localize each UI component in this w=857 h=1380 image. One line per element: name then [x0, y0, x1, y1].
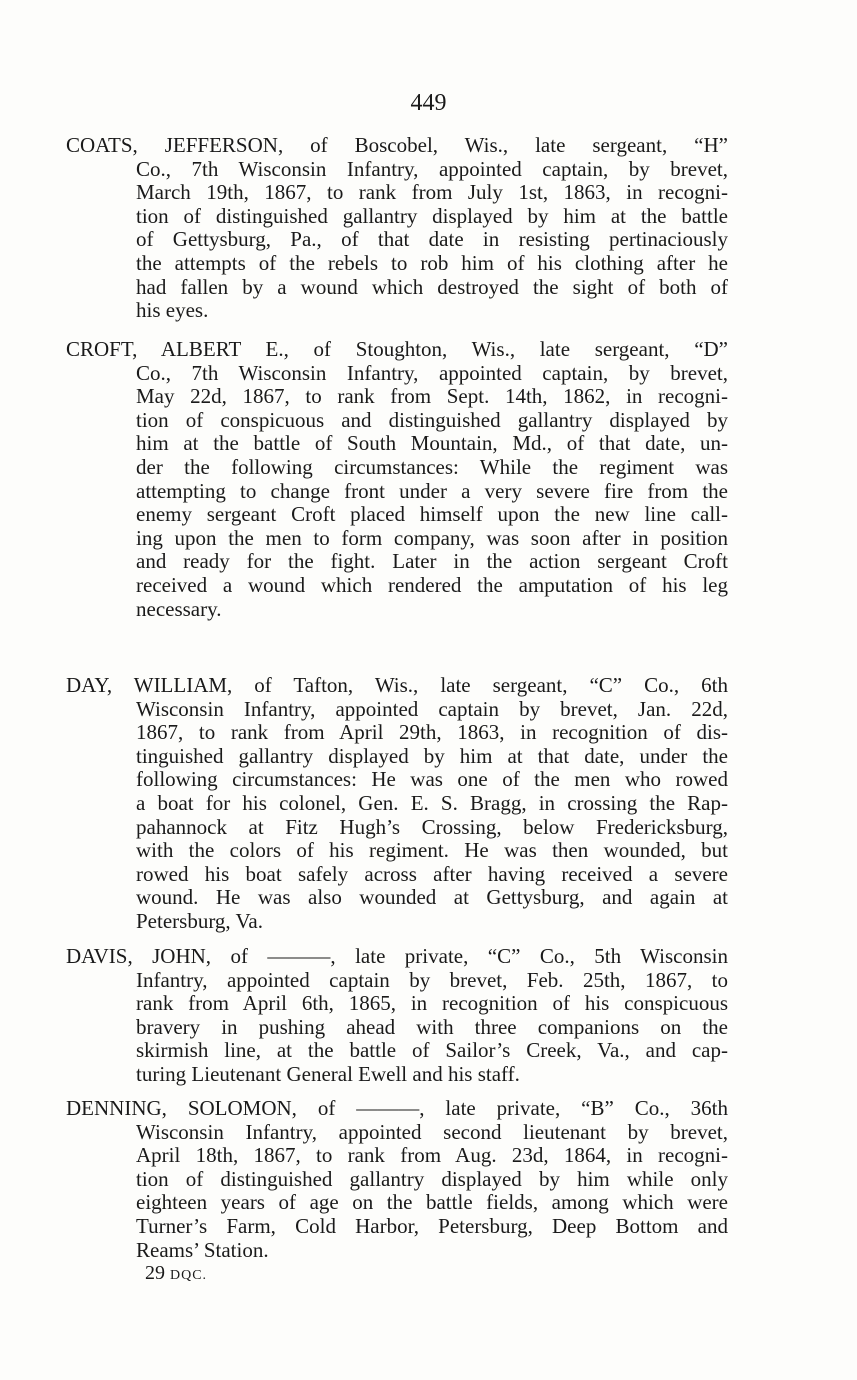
entry-line: his eyes.	[136, 298, 209, 323]
entry-line: April 18th, 1867, to rank from Aug. 23d, 1864, in recogni-	[136, 1143, 728, 1168]
entry-day	[66, 674, 728, 934]
entry-davis	[66, 945, 728, 1087]
entry-denning	[66, 1097, 728, 1262]
entry-line: Co., 7th Wisconsin Infantry, appointed captain, by brevet,	[136, 360, 728, 385]
entry-line: had fallen by a wound which destroyed the sight of both of	[136, 274, 728, 299]
entry-line: tion of distinguished gallantry displayed by him at the battle	[136, 203, 728, 228]
entry-line: and ready for the fight. Later in the action sergeant Croft	[136, 549, 728, 574]
entry-line: rank from April 6th, 1865, in recognition of his conspicuous	[136, 991, 728, 1016]
entry-line: with the colors of his regiment. He was then wounded, but	[136, 838, 728, 863]
entry-line: eighteen years of age on the battle fields, among which were	[136, 1190, 728, 1215]
entry-line: Petersburg, Va.	[136, 908, 263, 933]
entry-line: pahannock at Fitz Hugh’s Crossing, below Fredericksburg,	[136, 814, 728, 839]
signature-number: 29	[145, 1262, 165, 1284]
page-number: 449	[410, 90, 447, 116]
entry-line: COATS, JEFFERSON, of Boscobel, Wis., late sergeant, “H”	[66, 133, 728, 157]
entry-line: Turner’s Farm, Cold Harbor, Petersburg, Deep Bottom and	[136, 1213, 728, 1238]
entry-line: received a wound which rendered the amputation of his leg	[136, 572, 728, 597]
entry-line: DAVIS, JOHN, of ———, late private, “C” Co., 5th Wisconsin	[66, 944, 728, 968]
entry-line: tion of distinguished gallantry displayed by him while only	[136, 1166, 728, 1191]
signature-mark	[145, 1262, 207, 1285]
entry-line: Reams’ Station.	[136, 1237, 269, 1262]
entry-line: Wisconsin Infantry, appointed captain by brevet, Jan. 22d,	[136, 696, 728, 721]
entry-line: wound. He was also wounded at Gettysburg, and again at	[136, 885, 728, 910]
entry-line: a boat for his colonel, Gen. E. S. Bragg, in crossing the Rap-	[136, 790, 728, 815]
entry-line: enemy sergeant Croft placed himself upon the new line call-	[136, 502, 728, 527]
entry-line: Wisconsin Infantry, appointed second lieutenant by brevet,	[136, 1119, 728, 1144]
signature-code: DQC.	[170, 1268, 208, 1283]
entry-line: the attempts of the rebels to rob him of his clothing after he	[136, 250, 728, 275]
entry-line: Infantry, appointed captain by brevet, Feb. 25th, 1867, to	[136, 967, 728, 992]
entry-line: following circumstances: He was one of the men who rowed	[136, 767, 728, 792]
entry-line: bravery in pushing ahead with three companions on the	[136, 1014, 728, 1039]
entry-line: tion of conspicuous and distinguished gallantry displayed by	[136, 407, 728, 432]
entry-line: Co., 7th Wisconsin Infantry, appointed captain, by brevet,	[136, 156, 728, 181]
entry-line: DAY, WILLIAM, of Tafton, Wis., late sergeant, “C” Co., 6th	[66, 673, 728, 697]
entry-line: May 22d, 1867, to rank from Sept. 14th, 1862, in recogni-	[136, 384, 728, 409]
entry-coats	[66, 134, 728, 323]
entry-line: tinguished gallantry displayed by him at that date, under the	[136, 743, 728, 768]
entry-line: DENNING, SOLOMON, of ———, late private, “B” Co., 36th	[66, 1096, 728, 1120]
entry-line: of Gettysburg, Pa., of that date in resisting pertinaciously	[136, 227, 728, 252]
entry-line: der the following circumstances: While the regiment was	[136, 454, 728, 479]
entry-croft	[66, 338, 728, 621]
entry-line: turing Lieutenant General Ewell and his staff.	[136, 1061, 520, 1086]
entry-line: 1867, to rank from April 29th, 1863, in recognition of dis-	[136, 720, 728, 745]
entry-line: attempting to change front under a very severe fire from the	[136, 478, 728, 503]
entry-line: CROFT, ALBERT E., of Stoughton, Wis., late sergeant, “D”	[66, 337, 728, 361]
entry-line: rowed his boat safely across after having received a severe	[136, 861, 728, 886]
entry-line: March 19th, 1867, to rank from July 1st, 1863, in recogni-	[136, 180, 728, 205]
entry-line: necessary.	[136, 596, 222, 621]
entry-line: him at the battle of South Mountain, Md., of that date, un-	[136, 431, 728, 456]
entry-line: skirmish line, at the battle of Sailor’s Creek, Va., and cap-	[136, 1038, 728, 1063]
entry-line: ing upon the men to form company, was soon after in position	[136, 525, 728, 550]
